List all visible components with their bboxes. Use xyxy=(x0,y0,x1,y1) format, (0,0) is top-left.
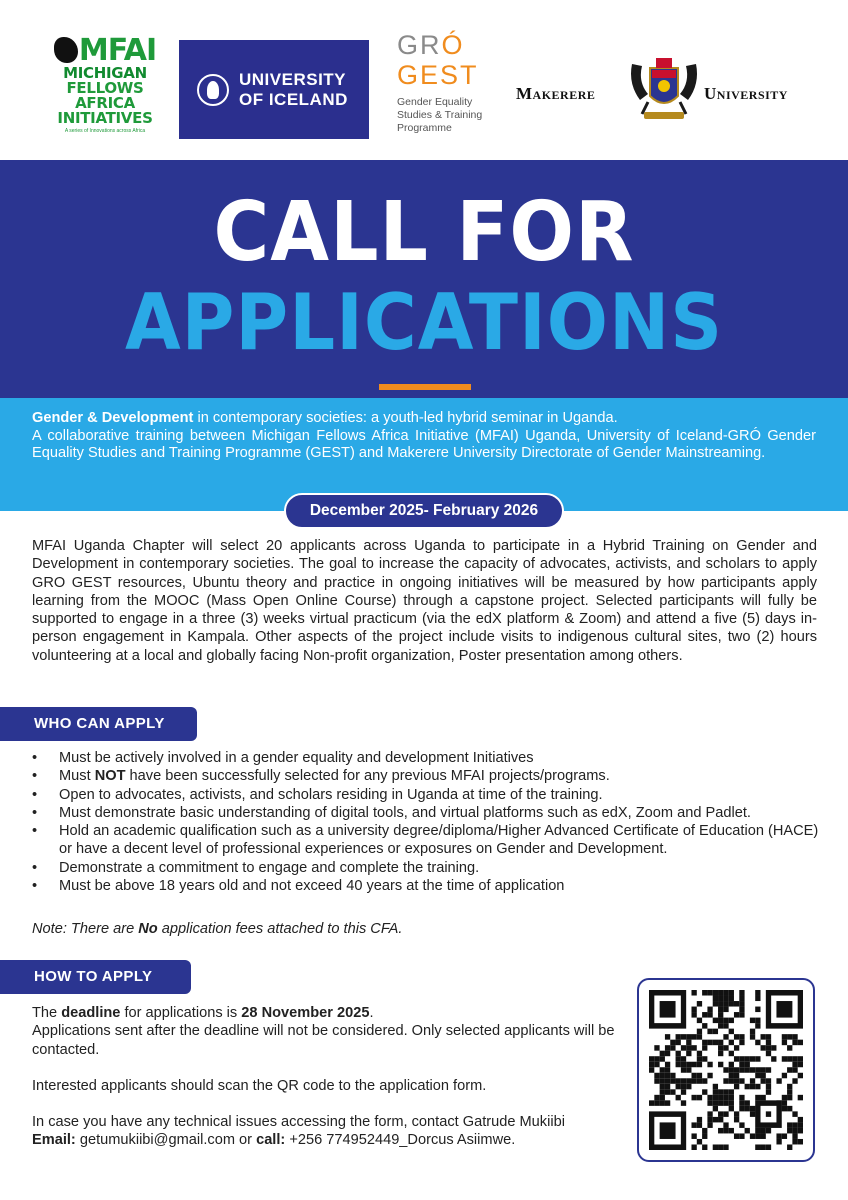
banner-title-line1: CALL FOR xyxy=(213,183,635,280)
mfai-tagline: A series of Innovations across Africa xyxy=(64,128,146,134)
iceland-seal-icon xyxy=(197,74,229,106)
contact-line: Email: getumukiibi@gmail.com or call: +256 774952449_Dorcus Asiimwe. xyxy=(32,1132,516,1149)
mfai-logo xyxy=(50,33,160,134)
mfai-line3: AFRICA xyxy=(75,94,135,112)
makerere-university-logo xyxy=(516,50,816,130)
how-to-apply-heading: HOW TO APPLY xyxy=(0,960,191,994)
list-item: • Demonstrate a commitment to engage and complete the training. xyxy=(32,859,822,877)
call-for-applications-banner xyxy=(0,160,848,398)
how-to-apply-text xyxy=(32,1004,617,1150)
banner-accent-bar xyxy=(379,384,471,390)
gro-description: Gender Equality Studies & Training Programme xyxy=(397,96,483,134)
list-item: • Must be actively involved in a gender equality and development Initiatives xyxy=(32,749,822,767)
support-contact: In case you have any technical issues accessing the form, contact Gatrude Mukiibi xyxy=(32,1114,565,1131)
qr-code-icon[interactable] xyxy=(649,990,803,1150)
university-word: University xyxy=(704,84,788,103)
contact-phone[interactable]: +256 774952449_Dorcus Asiimwe. xyxy=(285,1132,516,1149)
mfai-line1: MICHIGAN xyxy=(63,64,147,82)
gest-wordmark: GEST xyxy=(397,60,479,90)
scan-instruction: Interested applicants should scan the QR code to the application form. xyxy=(32,1077,487,1094)
iceland-line2: OF ICELAND xyxy=(239,89,348,109)
makerere-crest-icon xyxy=(626,54,702,126)
university-of-iceland-logo xyxy=(179,40,369,139)
banner-title-line2: APPLICATIONS xyxy=(124,276,724,368)
late-applications-note: Applications sent after the deadline will not be considered. Only selected applicants will be contacted. xyxy=(32,1023,615,1058)
date-range-badge: December 2025- February 2026 xyxy=(284,493,564,529)
intro-lead: Gender & Development in contemporary societies: a youth-led hybrid seminar in Uganda. xyxy=(32,410,618,426)
list-item: • Hold an academic qualification such as a university degree/diploma/Higher Advanced Certificate of Education (HACE) or have a decent level of professional experiences or exposures on Gender and Development. xyxy=(32,822,822,859)
mfai-line4: INITIATIVES xyxy=(57,109,153,127)
fees-note: Note: There are No application fees attached to this CFA. xyxy=(32,921,403,937)
makerere-word: Makerere xyxy=(516,84,596,103)
program-description: MFAI Uganda Chapter will select 20 applicants across Uganda to participate in a Hybrid Training on Gender and Development in contemporary societies. The goal to increase the capacity of advocates, activists, and scholars to apply GRO GEST resources, Ubuntu theory and practice in ongoing initiatives will be measured by how participants apply learning from the MOOC (Mass Open Online Course) through a capstone project. Selected participants will fully be supported to engage in a three (3) weeks virtual practicum (via the edX platform & Zoom) and attend a five (5) days in-person engagement in Kampala. Other aspects of the project include visits to indigenous cultural sites, two (2) hours volunteering at a local and globally facing Non-profit organization, Poster presentation among others. xyxy=(32,538,817,664)
mfai-mark: MFAI xyxy=(50,36,160,66)
list-item: • Must NOT have been successfully selected for any previous MFAI projects/programs. xyxy=(32,767,822,785)
contact-email[interactable]: getumukiibi@gmail.com or xyxy=(75,1132,257,1149)
mfai-line2: FELLOWS xyxy=(66,79,144,97)
eligibility-list xyxy=(32,749,822,895)
gro-gest-logo xyxy=(397,30,507,135)
list-item: • Must demonstrate basic understanding of digital tools, and virtual platforms such as edX, Zoom and Padlet. xyxy=(32,804,822,822)
application-qr-code[interactable] xyxy=(637,978,815,1162)
africa-map-icon xyxy=(54,37,78,63)
iceland-line1: UNIVERSITY xyxy=(239,69,347,89)
gro-wordmark: GRÓ xyxy=(397,30,465,60)
deadline-line: The deadline for applications is 28 November 2025. xyxy=(32,1005,374,1021)
intro-collaboration: A collaborative training between Michigan Fellows Africa Initiative (MFAI) Uganda, University of Iceland-GRÓ Gender Equality Studies and Training Programme (GEST) and Makerere University Directorate of Gender Mainstreaming. xyxy=(32,427,816,461)
logo-bar xyxy=(0,0,848,160)
list-item: • Must be above 18 years old and not exceed 40 years at the time of application xyxy=(32,877,822,895)
list-item: • Open to advocates, activists, and scholars residing in Uganda at time of the training. xyxy=(32,786,822,804)
who-can-apply-heading: WHO CAN APPLY xyxy=(0,707,197,741)
